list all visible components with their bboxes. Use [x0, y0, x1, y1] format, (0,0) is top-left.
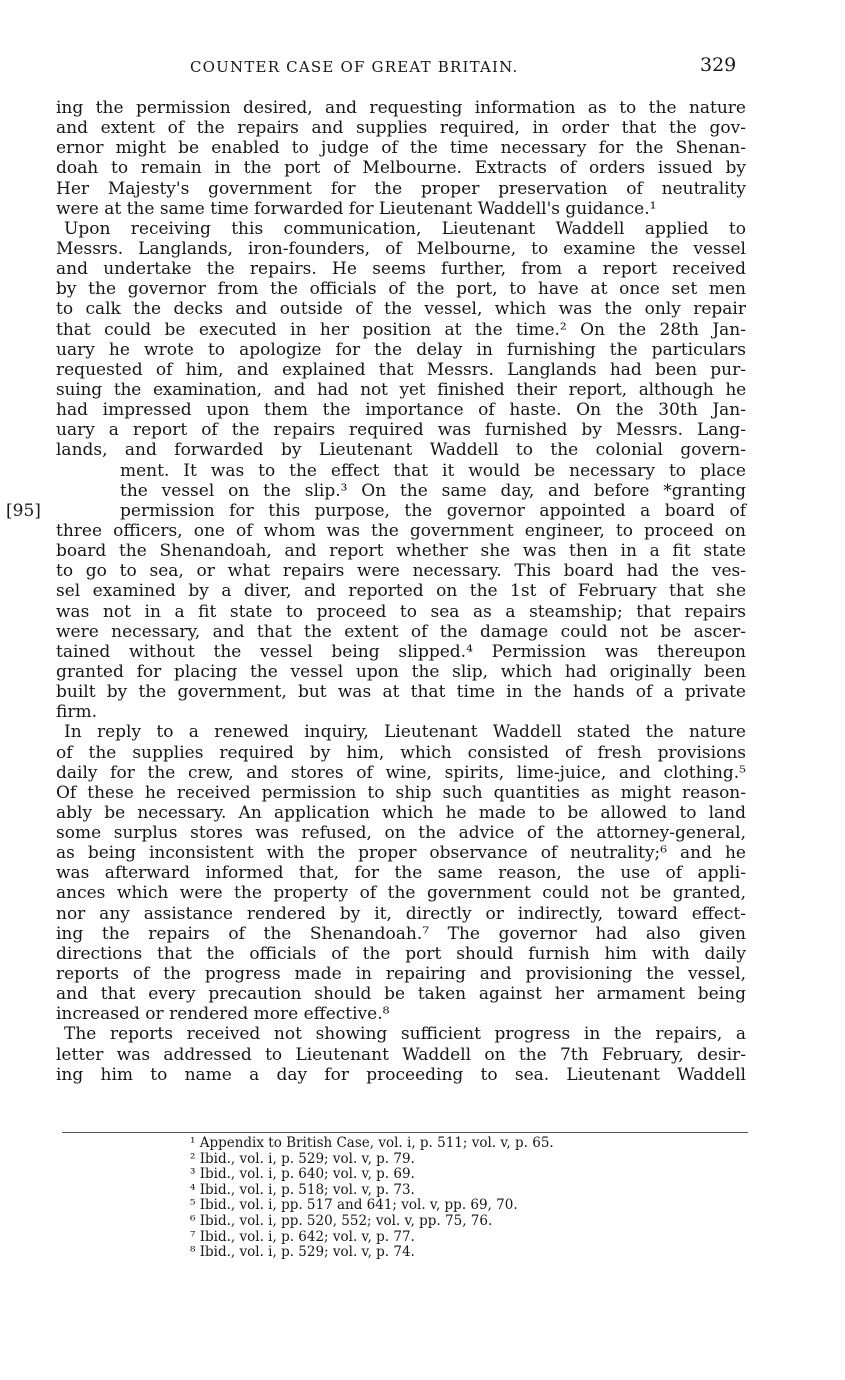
- text-line: ances which were the property of the government could not be granted,: [56, 883, 746, 904]
- text-line: tained without the vessel being slipped.⁴ Permission was thereupon: [56, 641, 746, 662]
- text-line: nor any assistance rendered by it, directly or indirectly, toward effect-: [56, 903, 746, 924]
- text-line: requested of him, and explained that Messrs. Langlands had been pur-: [56, 359, 746, 380]
- text-line: granted for placing the vessel upon the slip, which had originally been: [56, 661, 746, 682]
- text-line: reports of the progress made in repairing and provisioning the vessel,: [56, 964, 746, 985]
- paragraph-first-line: In reply to a renewed inquiry, Lieutenant Waddell stated the nature: [64, 722, 746, 743]
- text-line: board the Shenandoah, and report whether she was then in a fit state: [56, 541, 746, 562]
- text-line: built by the government, but was at that time in the hands of a private: [56, 682, 746, 703]
- text-line: Of these he received permission to ship such quantities as might reason-: [56, 782, 746, 803]
- text-line: to go to sea, or what repairs were necessary. This board had the ves-: [56, 561, 746, 582]
- footnote: ¹ Appendix to British Case, vol. i, p. 511; vol. v, p. 65.: [190, 1135, 554, 1151]
- footnote: ⁵ Ibid., vol. i, pp. 517 and 641; vol. v, pp. 69, 70.: [190, 1197, 518, 1214]
- text-line: sel examined by a diver, and reported on the 1st of February that she: [56, 581, 746, 602]
- paragraph-first-line: The reports received not showing sufficient progress in the repairs, a: [64, 1024, 746, 1045]
- text-line: ing him to name a day for proceeding to sea. Lieutenant Waddell: [56, 1064, 746, 1085]
- margin-page-reference: [95]: [6, 501, 41, 521]
- text-line: firm.: [56, 702, 97, 723]
- text-line: were at the same time forwarded for Lieutenant Waddell's guidance.¹: [56, 198, 657, 219]
- paragraph-first-line: Upon receiving this communication, Lieutenant Waddell applied to: [64, 218, 746, 239]
- text-line: was not in a fit state to proceed to sea as a steamship; that repairs: [56, 601, 746, 622]
- text-line: daily for the crew, and stores of wine, spirits, lime-juice, and clothing.⁵: [56, 762, 746, 783]
- text-line: that could be executed in her position at the time.² On the 28th Jan-: [56, 319, 746, 340]
- text-line: letter was addressed to Lieutenant Waddell on the 7th February, desir-: [56, 1044, 746, 1065]
- text-line: some surplus stores was refused, on the advice of the attorney-general,: [56, 823, 746, 844]
- text-line: and undertake the repairs. He seems further, from a report received: [56, 259, 746, 280]
- running-head: COUNTER CASE OF GREAT BRITAIN.: [190, 58, 519, 76]
- text-line: directions that the officials of the port should furnish him with daily: [56, 943, 746, 964]
- text-line: ing the repairs of the Shenandoah.⁷ The governor had also given: [56, 923, 746, 944]
- text-line: and that every precaution should be taken against her armament being: [56, 984, 746, 1005]
- text-line: ernor might be enabled to judge of the time necessary for the Shenan-: [56, 138, 746, 159]
- footnote-divider: [62, 1132, 748, 1133]
- text-line: was afterward informed that, for the same reason, the use of appli-: [56, 863, 746, 884]
- footnote: ² Ibid., vol. i, p. 529; vol. v, p. 79.: [190, 1150, 415, 1167]
- text-line: ing the permission desired, and requesting information as to the nature: [56, 98, 746, 118]
- footnote: ³ Ibid., vol. i, p. 640; vol. v, p. 69.: [190, 1166, 415, 1183]
- body-text: [6, 98, 746, 1085]
- footnotes: [190, 1136, 710, 1261]
- text-line: Messrs. Langlands, iron-founders, of Melbourne, to examine the vessel: [56, 238, 746, 259]
- text-line: three officers, one of whom was the government engineer, to proceed on: [56, 520, 746, 541]
- footnote: ⁴ Ibid., vol. i, p. 518; vol. v, p. 73.: [190, 1181, 415, 1198]
- text-line: the vessel on the slip.³ On the same day, and before *granting: [120, 480, 746, 501]
- text-line: ably be necessary. An application which he made to be allowed to land: [56, 802, 746, 823]
- text-line: ment. It was to the effect that it would be necessary to place: [120, 460, 746, 481]
- footnote: ⁷ Ibid., vol. i, p. 642; vol. v, p. 77.: [190, 1228, 415, 1245]
- text-line: lands, and forwarded by Lieutenant Waddell to the colonial govern-: [56, 440, 746, 461]
- text-line: had impressed upon them the importance of haste. On the 30th Jan-: [56, 400, 746, 421]
- text-line: uary he wrote to apologize for the delay in furnishing the particulars: [56, 339, 746, 360]
- text-line: permission for this purpose, the governor appointed a board of: [120, 500, 746, 521]
- page-number: 329: [700, 54, 737, 76]
- text-line: to calk the decks and outside of the vessel, which was the only repair: [56, 299, 746, 320]
- text-line: by the governor from the officials of the port, to have at once set men: [56, 279, 746, 300]
- text-line: suing the examination, and had not yet finished their report, although he: [56, 379, 746, 400]
- footnote: ⁸ Ibid., vol. i, p. 529; vol. v, p. 74.: [190, 1244, 415, 1261]
- text-line: of the supplies required by him, which consisted of fresh provisions: [56, 742, 746, 763]
- text-line: doah to remain in the port of Melbourne. Extracts of orders issued by: [56, 158, 746, 179]
- text-line: increased or rendered more effective.⁸: [56, 1004, 390, 1025]
- text-line: were necessary, and that the extent of the damage could not be ascer-: [56, 621, 746, 642]
- text-line: as being inconsistent with the proper observance of neutrality;⁶ and he: [56, 843, 746, 864]
- text-line: Her Majesty's government for the proper preservation of neutrality: [56, 178, 746, 199]
- text-line: uary a report of the repairs required was furnished by Messrs. Lang-: [56, 420, 746, 441]
- text-line: and extent of the repairs and supplies required, in order that the gov-: [56, 118, 746, 139]
- footnote: ⁶ Ibid., vol. i, pp. 520, 552; vol. v, pp. 75, 76.: [190, 1212, 493, 1229]
